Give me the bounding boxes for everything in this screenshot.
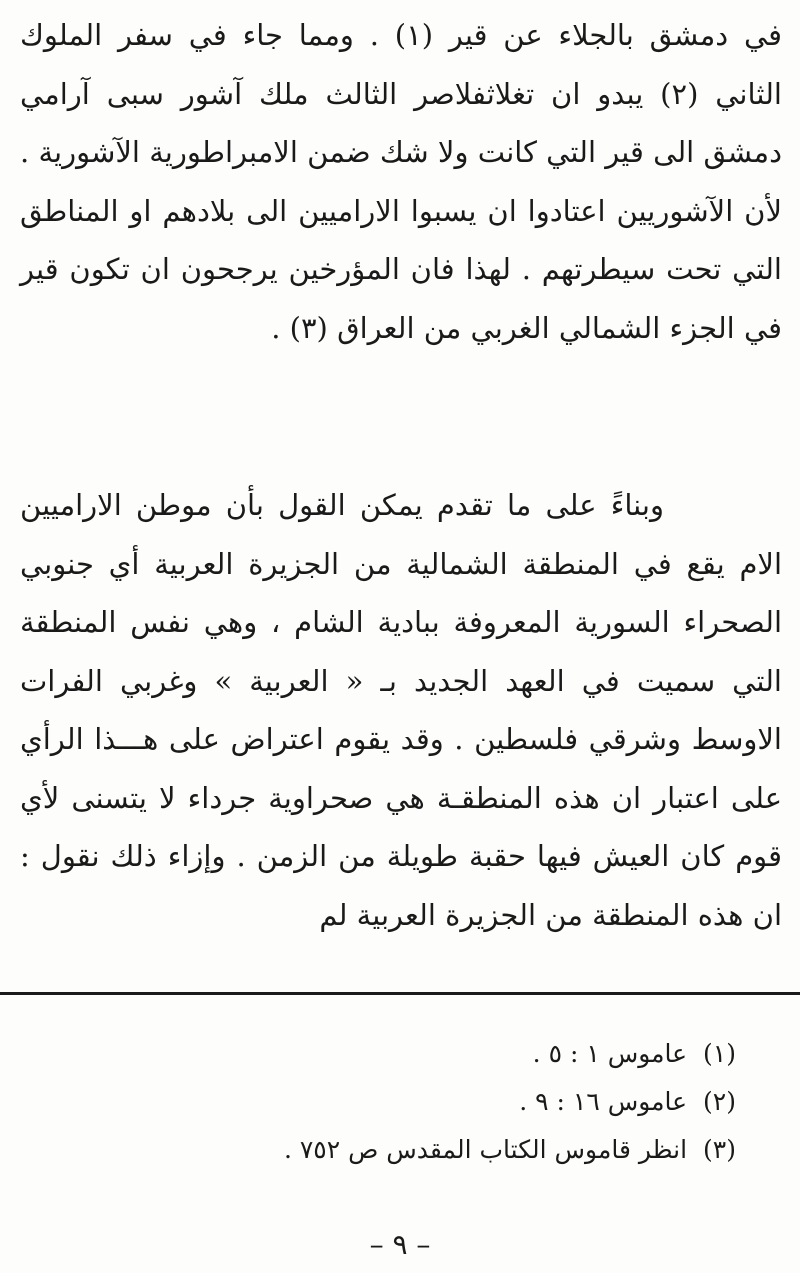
paragraph-1: في دمشق بالجلاء عن قير (١) . ومما جاء في سفر الملوك الثاني (٢) يبدو ان تغلاثفلاصر الثالث ملك آشور سبى آرامي دمشق الى قير التي كانت ولا شك ضمن الامبراطورية الآشورية . لأن الآشوريين اعتادوا ان يسبوا الاراميين الى بلادهم او المناطق التي تحت سيطرتهم . لهذا فان المؤرخين يرجحون ان تكون قير في الجزء الشمالي الغربي من العراق (٣) . [20, 18, 783, 345]
footnote-2-marker: (٢) [703, 1087, 736, 1116]
page-number: – ٩ – [369, 1228, 431, 1261]
footnotes-list [56, 1030, 736, 1174]
footnote-3-marker: (٣) [703, 1135, 736, 1164]
footnote-2 [56, 1078, 736, 1126]
footnote-1 [56, 1030, 736, 1078]
footnote-1-text: عاموس ١ : ٥ . [532, 1039, 688, 1068]
footnote-divider [0, 992, 800, 995]
paragraph-2: وبناءً على ما تقدم يمكن القول بأن موطن الاراميين الام يقع في المنطقة الشمالية من الجزيرة العربية أي جنوبي الصحراء السورية المعروفة ببادية الشام ، وهي نفس المنطقة التي سميت في العهد الجديد بـ « العربية » وغربي الفرات الاوسط وشرقي فلسطين . وقد يقوم اعتراض على هـــذا الرأي على اعتبار ان هذه المنطقـة هي صحراوية جرداء لا يتسنى لأي قوم كان العيش فيها حقبة طويلة من الزمن . وإزاء ذلك نقول : ان هذه المنطقة من الجزيرة العربية لم [20, 488, 782, 932]
footnote-3 [56, 1126, 736, 1174]
footnote-1-marker: (١) [703, 1039, 736, 1068]
footnote-3-text: انظر قاموس الكتاب المقدس ص ٧٥٢ . [283, 1135, 688, 1164]
footnote-2-text: عاموس ١٦ : ٩ . [519, 1087, 688, 1116]
